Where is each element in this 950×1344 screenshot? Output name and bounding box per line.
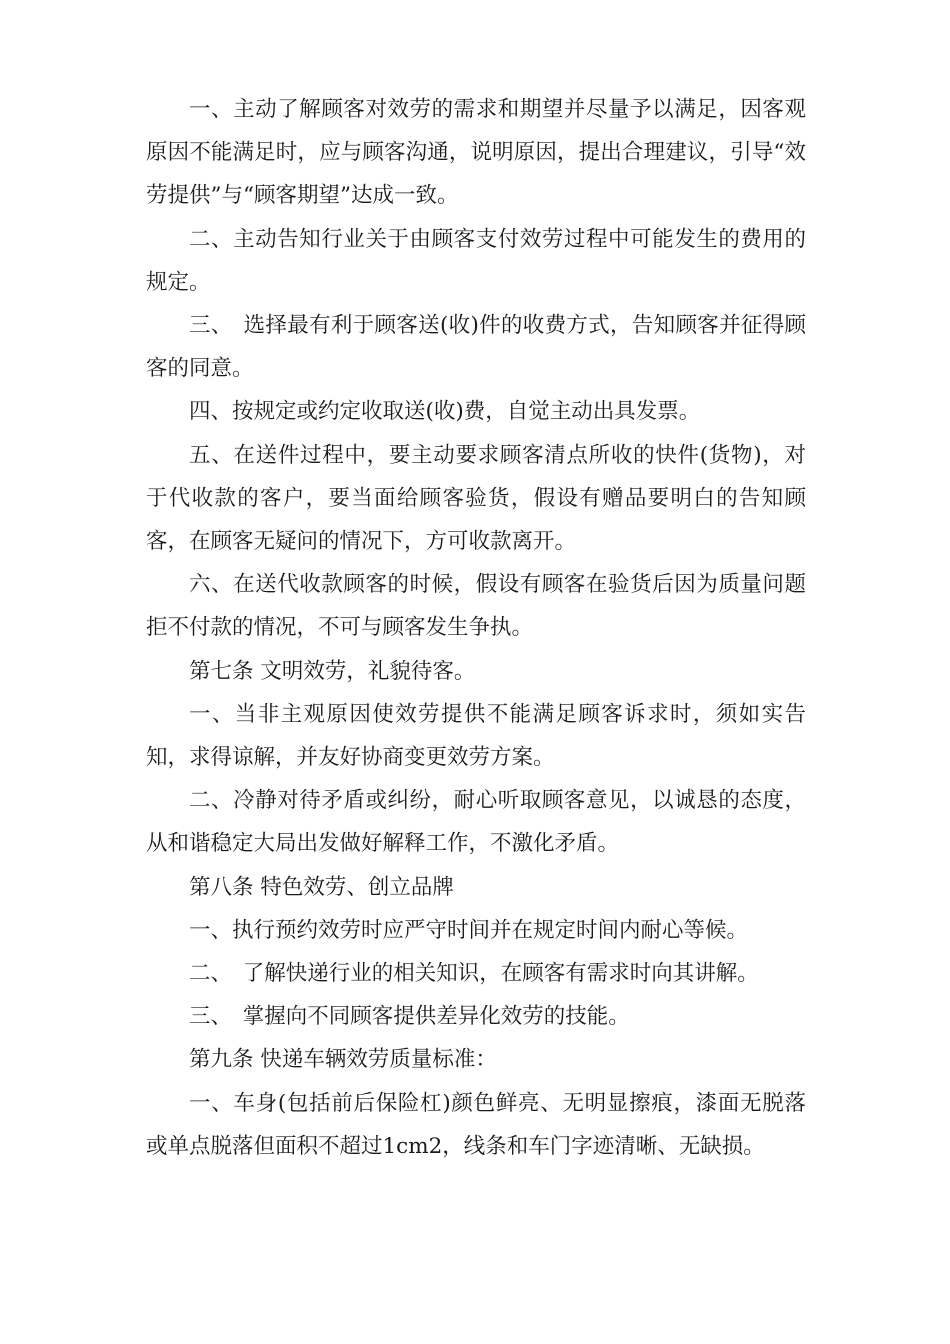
paragraph-honest-notice: 一、当非主观原因使效劳提供不能满足顾客诉求时，须如实告知，求得谅解，并友好协商变更效劳方案。 [146, 701, 806, 771]
paragraph-delivery-check: 五、在送件过程中，要主动要求顾客清点所收的快件(货物)，对于代收款的客户，要当面给顾客验货，假设有赠品要明白的告知顾客，在顾客无疑问的情况下，方可收款离开。 [146, 442, 806, 555]
article-seven-heading: 第七条 文明效劳，礼貌待客。 [189, 658, 476, 684]
paragraph-charging-method: 三、 选择最有利于顾客送(收)件的收费方式，告知顾客并征得顾客的同意。 [146, 313, 806, 382]
paragraph-payment-dispute: 六、在送代收款顾客的时候，假设有顾客在验货后因为质量问题拒不付款的情况，不可与顾客发生争执。 [146, 572, 806, 641]
document-body [146, 88, 806, 1168]
paragraph-differentiated-service: 三、 掌握向不同顾客提供差异化效劳的技能。 [189, 1004, 630, 1030]
paragraph-service-needs: 一、主动了解顾客对效劳的需求和期望并尽量予以满足，因客观原因不能满足时，应与顾客沟通，说明原因，提出合理建议，引导“效劳提供”与“顾客期望”达成一致。 [146, 97, 806, 209]
paragraph-industry-knowledge: 二、 了解快递行业的相关知识，在顾客有需求时向其讲解。 [189, 961, 759, 987]
paragraph-invoice: 四、按规定或约定收取送(收)费，自觉主动出具发票。 [189, 399, 701, 425]
paragraph-appointment: 一、执行预约效劳时应严守时间并在规定时间内耐心等候。 [189, 917, 749, 943]
paragraph-conflict-handling: 二、冷静对待矛盾或纠纷，耐心听取顾客意见，以诚恳的态度，从和谐稳定大局出发做好解释工作，不激化矛盾。 [146, 788, 806, 857]
article-nine-heading: 第九条 快递车辆效劳质量标准： [189, 1047, 497, 1073]
article-eight-heading: 第八条 特色效劳、创立品牌 [189, 874, 454, 900]
paragraph-vehicle-body: 一、车身(包括前后保险杠)颜色鲜亮、无明显擦痕，漆面无脱落或单点脱落但面积不超过1cm2，线条和车门字迹清晰、无缺损。 [146, 1090, 806, 1159]
paragraph-fee-notice: 二、主动告知行业关于由顾客支付效劳过程中可能发生的费用的规定。 [146, 226, 806, 295]
